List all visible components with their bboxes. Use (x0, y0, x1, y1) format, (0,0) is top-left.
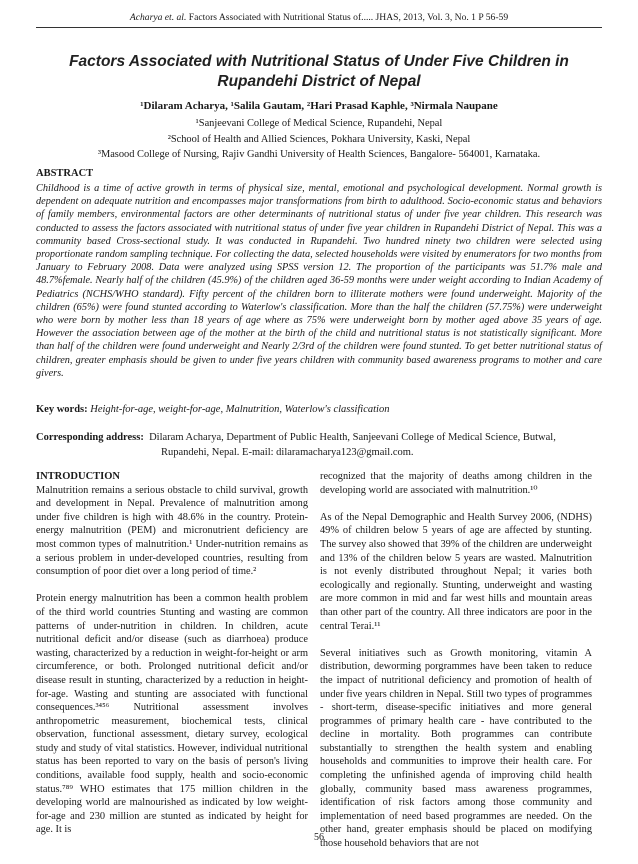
abstract-heading: ABSTRACT (36, 168, 94, 179)
running-header (36, 12, 602, 28)
corresponding-label: Corresponding address (36, 432, 141, 443)
left-paragraph-1: Malnutrition remains a serious obstacle to child survival, growth and development in Nepal. Prevalence of malnutrition among under five children is high with 48.6% in the country. Protein-energy malnutrition (PEM) and micronutrient deficiency are most common types of malnutrition.¹ Under-nutrition remains as a serious problem in under-developed countries, resulting from consumption of poor diet over a long period of time.² (36, 484, 308, 578)
right-paragraph-1: recognized that the majority of deaths among children in the developing world are associated with malnutrition.¹⁰ (320, 471, 592, 496)
corresponding-address: Corresponding address: Dilaram Acharya, Department of Public Health, Sanjeevani College of Medical Science, Butwal, Rupandehi, Nepal. E-mail: dilaramacharya123@gmail.com. (36, 431, 602, 460)
affiliations (36, 116, 602, 163)
keywords-label: Key words: (36, 404, 88, 415)
abstract-text: Childhood is a time of active growth in terms of physical size, mental, emotional and psychological development. Normal growth is dependent on adequate nutrition and encompasses major transformations from birth to adulthood. Socio-economic status and behaviors of family members, environmental factors are other determinants of nutritional status of under five year children. This research was conducted to assess the factors associated with nutritional status of under five year children in Rupandehi District of Nepal. This was a community based Cross-sectional study. It was conducted in Rupandehi. Two hundred ninety two children were selected using proportionate random sampling technique. For collecting the data, selected households were visited by enumerators for two months from January to February 2008. Data were analyzed using SPSS version 12. The proportion of the participants was 51.7% male and 48.7%female. Nearly half of the children (45.9%) of the children aged 36-59 months were under weight according to Indian Academy of Pediatrics (NCHS/WHO standard). Fifty percent of the children born to illiterate mothers were found underweight. Majority of the children (65%) were found stunted according to Waterlow's classification. More than the half the children (57.75%) were underweight who were born by mother less than 18 years of age where as 75% were underweight born by mother aged above 35 years of age. However the association between age of the mother at the birth of the child and nutritional status is not statistically significant. More than half of the children were found underweight and Nearly 2/3rd of the children were found stunted. To get better nutritional status of children, greater emphasis should be given to under five years children with community based awareness programs to mother and care givers. (36, 183, 602, 379)
page-number: 56 (314, 832, 324, 843)
author-list: ¹Dilaram Acharya, ¹Salila Gautam, ²Hari Prasad Kaphle, ³Nirmala Naupane (140, 100, 498, 112)
paper-title: Factors Associated with Nutritional Status of Under Five Children in Rupandehi District of Nepal (69, 53, 569, 90)
left-column (36, 470, 308, 851)
affiliation-1: ¹Sanjeevani College of Medical Science, Rupandehi, Nepal (195, 118, 443, 129)
affiliation-3: ³Masood College of Nursing, Rajiv Gandhi University of Health Sciences, Bangalore- 564001, Karnataka. (97, 149, 541, 160)
keywords-text: Height-for-age, weight-for-age, Malnutrition, Waterlow's classification (90, 404, 390, 415)
corresponding-line-2: Rupandehi, Nepal. E-mail: dilaramacharya123@gmail.com. (161, 446, 414, 458)
introduction-heading: INTRODUCTION (36, 471, 121, 482)
right-paragraph-3: Several initiatives such as Growth monitoring, vitamin A distribution, deworming porgrammes have been taken to reduce the impact of nutritional deficiency and promotion of health of under five years children in Nepal. Still two types of programmes - short-term, disease-specific initiatives and more general programmes of primary health care - have contributed to the decline in mortality. Both programmes can contribute substantially to strengthen the health system and enabling households and communities to improve their health care. For completing the unfinished agenda of improving child health globally, community based mass awareness programmes, identification of risk factors among those community and implementation of need based programmes are needed. On the other hand, greater emphasis should be placed on modifying those household behaviors that are not (320, 647, 592, 850)
corresponding-line-1: Dilaram Acharya, Department of Public Health, Sanjeevani College of Medical Science, Butwal, (149, 432, 556, 443)
header-journal-info: Factors Associated with Nutritional Status of..... JHAS, 2013, Vol. 3, No. 1 P 56-59 (188, 12, 509, 23)
right-paragraph-2: As of the Nepal Demographic and Health Survey 2006, (NDHS) 49% of children below 5 years of age are affected by stunting. The survey also showed that 39% of the children are underweight and 13% of the children below 5 years are wasted. Malnutrition is not evenly distributed throughout Nepal; it varies both ecologically and regionally. Stunting, underweight and wasting are more common in mid and far west hills and mountain areas than other part of the country. All three indicators are poor in the central Terai.¹¹ (320, 511, 592, 632)
header-authors: Acharya et. al. (129, 12, 187, 23)
affiliation-2: ²School of Health and Allied Sciences, Pokhara University, Kaski, Nepal (167, 133, 471, 145)
left-paragraph-2: Protein energy malnutrition has been a common health problem of the third world countries Stunting and wasting are common patterns of under-nutrition in children. In children, acute nutritional deficit and/or disease (such as diarrhoea) produce wasting, characterized by a reduction in weight-for-height or arm circumference, or both. Prolonged nutritional deficit and/or disease result in stunting, characterized by a reduction in height-for-age. Wasting and stunting are associated with functional consequences.³⁴⁵⁶ Nutritional assessment involves anthropometric measurement, biochemical tests, clinical observation, functional assessment, dietary survey, ecological study and study of vital statistics. However, individual nutritional status has been reported to vary on the basis of person's living conditions, available food supply, health and socio-economic status.⁷⁸⁹ WHO estimates that 175 million children in the developing world are malnourished as indicated by low weight-for-age and 230 million are stunted as indicated by height for age. It is (36, 593, 308, 836)
right-column (320, 470, 592, 864)
keywords (36, 404, 602, 415)
